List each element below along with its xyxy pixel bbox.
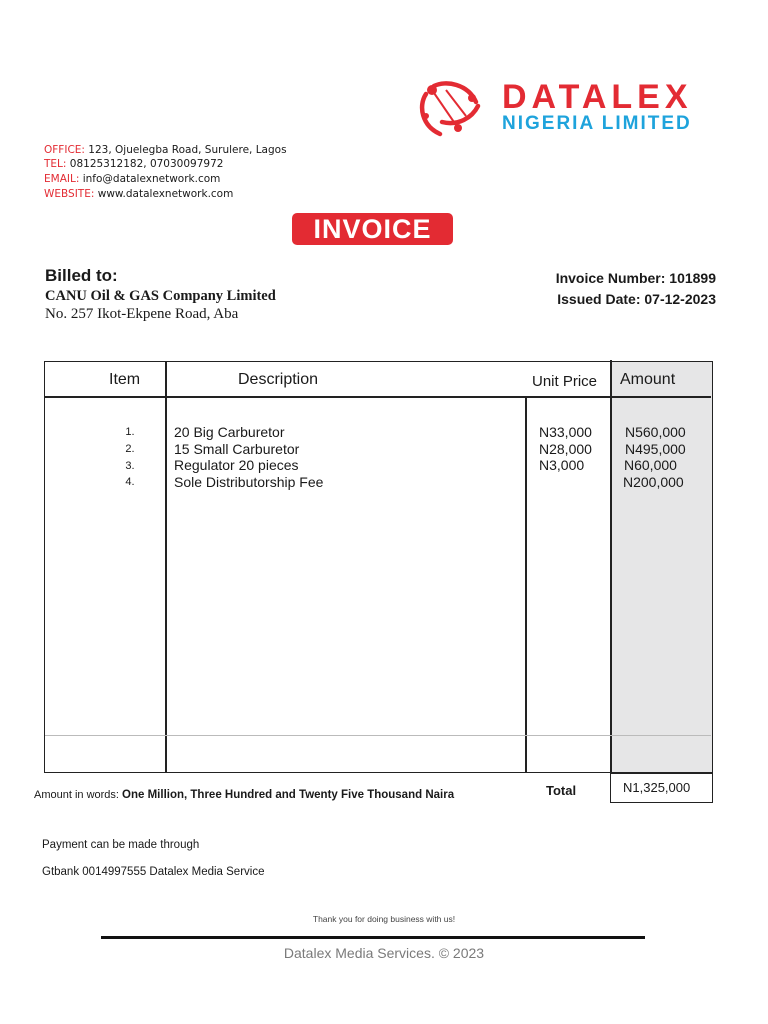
brand-subtitle: NIGERIA LIMITED [502,113,692,134]
header-description: Description [238,371,319,388]
amount-in-words-value: One Million, Three Hundred and Twenty Five Thousand Naira [122,789,455,801]
row-unit-price: N33,000 [539,424,592,440]
row-description: Regulator 20 pieces [174,457,299,473]
issued-date: Issued Date: 07-12-2023 [557,291,716,307]
row-description: 15 Small Carburetor [174,440,300,457]
items-table [44,361,713,773]
email-value: info@datalexnetwork.com [82,173,221,185]
row-number: 4. [125,476,135,488]
total-label: Total [546,783,577,798]
column-divider [610,360,612,772]
website-line [44,187,233,202]
amount-in-words-label: Amount in words: [34,789,119,801]
payment-intro: Payment can be made through [42,839,200,851]
total-value: N1,325,000 [610,773,713,803]
header-amount: Amount [620,371,676,388]
office-line [44,143,287,158]
header-unit-price: Unit Price [532,373,598,390]
header-item: Item [109,371,141,388]
row-number: 1. [125,426,135,438]
row-unit-price: N3,000 [539,457,585,473]
office-address: 123, Ojuelegba Road, Surulere, Lagos [88,144,287,156]
tel-value: 08125312182, 07030097972 [69,158,224,170]
row-description: 20 Big Carburetor [174,424,285,440]
payment-account: Gtbank 0014997555 Datalex Media Service [42,866,265,878]
row-number: 3. [125,460,135,472]
footer-copyright: Datalex Media Services. © 2023 [283,945,485,961]
column-divider [525,396,527,772]
billed-company-name: CANU Oil & GAS Company Limited [45,288,276,304]
invoice-number: Invoice Number: 101899 [555,270,716,286]
website-label: WEBSITE: [44,188,95,200]
row-amount: N495,000 [625,440,686,457]
row-description: Sole Distributorship Fee [174,473,324,490]
thank-you-note: Thank you for doing business with us! [312,914,456,924]
row-number: 2. [125,443,135,455]
faint-row-line [45,735,711,736]
row-unit-price: N28,000 [539,440,592,457]
row-amount: N560,000 [625,424,686,440]
amount-in-words [34,789,454,801]
datalex-logo-icon [412,76,496,140]
column-divider [165,362,167,772]
tel-line [44,157,223,172]
website-value: www.datalexnetwork.com [97,188,234,200]
row-amount: N60,000 [624,457,677,473]
email-line [44,172,220,187]
office-label: OFFICE: [44,144,85,156]
row-amount: N200,000 [623,473,684,490]
billed-to-label: Billed to: [45,266,118,285]
invoice-title-badge: INVOICE [292,213,453,245]
footer-divider [101,936,645,939]
tel-label: TEL: [44,158,67,170]
billed-address: No. 257 Ikot-Ekpene Road, Aba [45,306,239,322]
brand-name: DATALEX [502,78,693,116]
email-label: EMAIL: [44,173,80,185]
